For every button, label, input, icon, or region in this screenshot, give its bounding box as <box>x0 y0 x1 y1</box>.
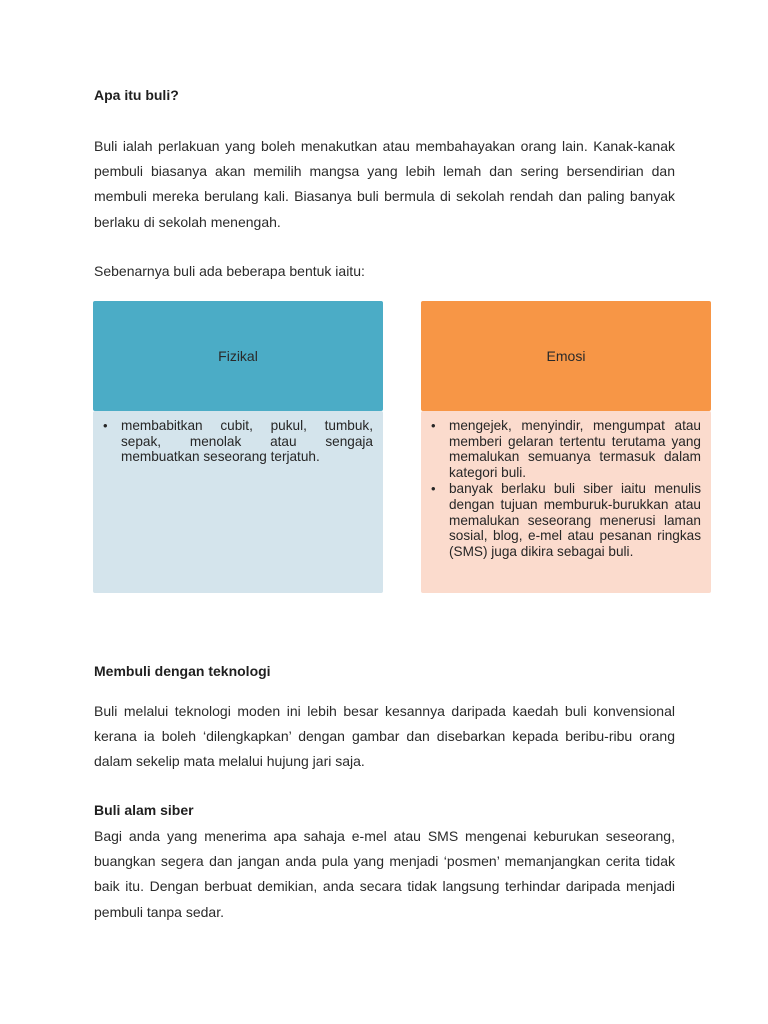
paragraph-cyber-text: Bagi anda yang menerima apa sahaja e-mel atau SMS mengenai keburukan seseorang, buangkan segera dan jangan anda pula yang menjadi ‘posmen’ memanjangkan cerita tidak baik itu. Dengan berbuat demikian, anda secara tidak langsung terhindar daripada menjadi pembuli tanpa sedar. <box>94 828 675 920</box>
bullet-icon: • <box>103 418 108 433</box>
list-item <box>431 481 701 559</box>
heading-buli-alam-siber: Buli alam siber <box>94 802 194 818</box>
emosi-list <box>431 418 701 559</box>
paragraph-intro-forms <box>94 259 675 284</box>
paragraph-definition <box>94 134 675 235</box>
heading-apa-itu-buli: Apa itu buli? <box>94 87 179 103</box>
diagram-body-fizikal <box>93 411 383 593</box>
diagram-header-emosi <box>421 301 711 411</box>
list-item-text: mengejek, menyindir, mengumpat atau memberi gelaran tertentu terutama yang memalukan semuanya termasuk dalam kategori buli. <box>449 418 701 480</box>
fizikal-list <box>103 418 373 465</box>
list-item <box>431 418 701 480</box>
bullet-icon: • <box>431 418 436 433</box>
paragraph-technology-text: Buli melalui teknologi moden ini lebih besar kesannya daripada kaedah buli konvensional kerana ia boleh ‘dilengkapkan’ dengan gambar dan disebarkan kepada beribu-ribu orang dalam sekelip mata melalui hujung jari saja. <box>94 703 675 770</box>
paragraph-technology <box>94 699 675 775</box>
diagram-body-emosi <box>421 411 711 593</box>
list-item-text: membabitkan cubit, pukul, tumbuk, sepak, menolak atau sengaja membuatkan seseorang terjatuh. <box>121 418 373 465</box>
paragraph-cyber <box>94 824 675 925</box>
list-item <box>103 418 373 465</box>
paragraph-definition-text: Buli ialah perlakuan yang boleh menakutkan atau membahayakan orang lain. Kanak-kanak pembuli biasanya akan memilih mangsa yang lebih lemah dan sering bersendirian dan membuli mereka berulang kali. Biasanya buli bermula di sekolah rendah dan paling banyak berlaku di sekolah menengah. <box>94 138 675 230</box>
bullet-icon: • <box>431 481 436 497</box>
list-item-text: banyak berlaku buli siber iaitu menulis dengan tujuan memburuk-burukkan atau memalukan seseorang menerusi laman sosial, blog, e-mel atau pesanan ringkas (SMS) juga dikira sebagai buli. <box>449 481 701 559</box>
diagram-header-emosi-label: Emosi <box>546 348 586 364</box>
diagram-header-fizikal <box>93 301 383 411</box>
paragraph-intro-forms-text: Sebenarnya buli ada beberapa bentuk iaitu: <box>94 263 365 279</box>
diagram-header-fizikal-label: Fizikal <box>218 348 258 364</box>
heading-membuli-dengan-teknologi: Membuli dengan teknologi <box>94 663 271 679</box>
